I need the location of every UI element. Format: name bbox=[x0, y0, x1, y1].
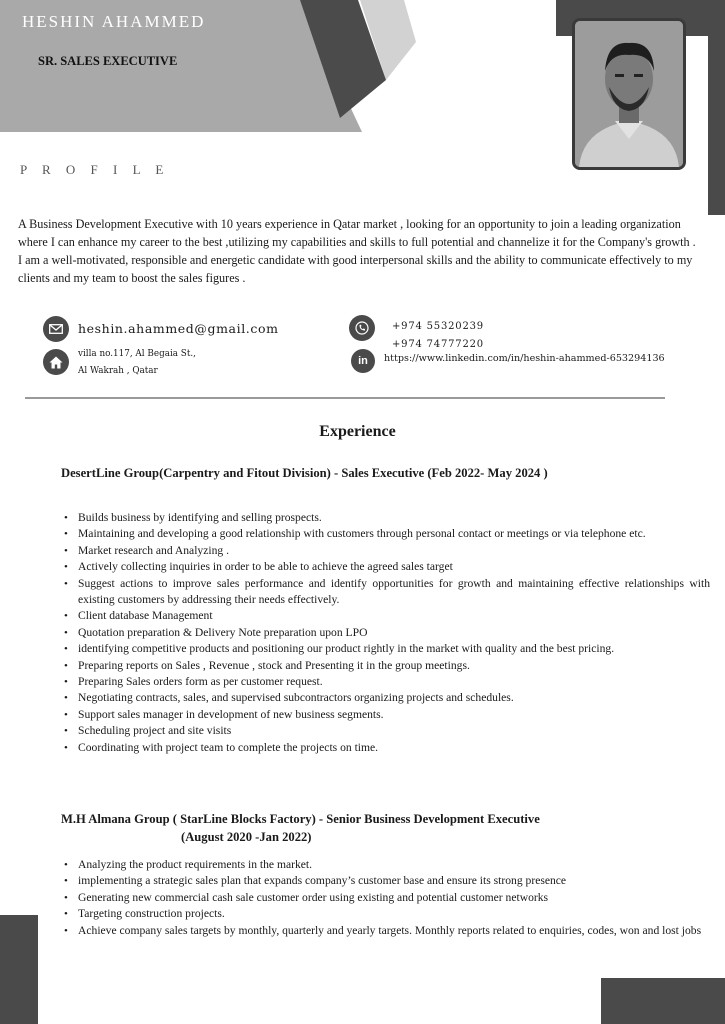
person-silhouette bbox=[575, 21, 683, 167]
job-responsibilities bbox=[64, 510, 710, 756]
list-item: • Quotation preparation & Delivery Note preparation upon LPO bbox=[78, 625, 710, 641]
list-item: • identifying competitive products and positioning our product rightly in the market with quality and the best pricing. bbox=[78, 641, 710, 657]
phone-icon bbox=[349, 315, 375, 341]
list-item: • Coordinating with project team to complete the projects on time. bbox=[78, 740, 710, 756]
list-item: • Support sales manager in development of new business segments. bbox=[78, 707, 710, 723]
profile-summary bbox=[18, 215, 708, 287]
profile-paragraph: A Business Development Executive with 10 years experience in Qatar market , looking for an opportunity to join a leading organization where I can enhance my career to the best ,utilizing my capabilities and skills to full potential and channelize it for the Company's growth . bbox=[18, 217, 696, 249]
list-item: • Preparing reports on Sales , Revenue , stock and Presenting it in the group meetings. bbox=[78, 658, 710, 674]
corner-block-bottom-left bbox=[0, 915, 38, 1024]
job-dates: (August 2020 -Jan 2022) bbox=[181, 830, 312, 844]
profile-photo bbox=[572, 18, 686, 170]
job-title: DesertLine Group(Carpentry and Fitout Division) - Sales Executive (Feb 2022- May 2024 ) bbox=[61, 466, 548, 480]
list-item: • Market research and Analyzing . bbox=[78, 543, 710, 559]
job-title: M.H Almana Group ( StarLine Blocks Factory) - Senior Business Development Executive bbox=[61, 812, 540, 826]
address-line-1: villa no.117, Al Begaia St., bbox=[78, 349, 196, 359]
address-line-2: Al Wakrah , Qatar bbox=[78, 366, 158, 376]
candidate-name: HESHIN AHAMMED bbox=[22, 12, 206, 31]
list-item: • Preparing Sales orders form as per customer request. bbox=[78, 674, 710, 690]
email-icon bbox=[43, 316, 69, 342]
experience-heading: Experience bbox=[319, 423, 396, 440]
job-responsibilities bbox=[64, 857, 710, 939]
candidate-title: SR. SALES EXECUTIVE bbox=[38, 54, 178, 68]
profile-heading: P R O F I L E bbox=[20, 162, 170, 177]
corner-block-bottom-right bbox=[601, 978, 725, 1024]
list-item: • Generating new commercial cash sale customer order using existing and potential customer networks bbox=[78, 890, 710, 906]
list-item: • Client database Management bbox=[78, 608, 710, 624]
phone-primary[interactable]: +974 55320239 bbox=[392, 321, 484, 332]
linkedin-url[interactable]: https://www.linkedin.com/in/heshin-ahammed-653294136 bbox=[384, 353, 665, 364]
list-item: • implementing a strategic sales plan that expands company’s customer base and ensure its strong presence bbox=[78, 873, 710, 889]
email-address[interactable]: heshin.ahammed@gmail.com bbox=[78, 321, 279, 336]
list-item: • Analyzing the product requirements in the market. bbox=[78, 857, 710, 873]
phone-secondary[interactable]: +974 74777220 bbox=[392, 339, 484, 350]
list-item: • Actively collecting inquiries in order to be able to achieve the agreed sales target bbox=[78, 559, 710, 575]
right-edge-bar bbox=[708, 36, 725, 215]
home-icon bbox=[43, 349, 69, 375]
list-item: • Builds business by identifying and selling prospects. bbox=[78, 510, 710, 526]
list-item: • Suggest actions to improve sales performance and identify opportunities for growth and maintaining effective relationships with existing customers by addressing their needs effectively. bbox=[78, 576, 710, 609]
list-item: • Negotiating contracts, sales, and supervised subcontractors organizing projects and schedules. bbox=[78, 690, 710, 706]
profile-paragraph: I am a well-motivated, responsible and energetic candidate with good interpersonal skills and the ability to communicate effectively to my clients and my team to boost the sales figures . bbox=[18, 253, 693, 285]
list-item: • Achieve company sales targets by monthly, quarterly and yearly targets. Monthly reports related to enquiries, codes, won and lost jobs bbox=[78, 923, 710, 939]
linkedin-icon: in bbox=[351, 349, 375, 373]
list-item: • Scheduling project and site visits bbox=[78, 723, 710, 739]
list-item: • Targeting construction projects. bbox=[78, 906, 710, 922]
section-divider bbox=[25, 397, 665, 399]
list-item: • Maintaining and developing a good relationship with customers through personal contact or meetings or via telephone etc. bbox=[78, 526, 710, 542]
